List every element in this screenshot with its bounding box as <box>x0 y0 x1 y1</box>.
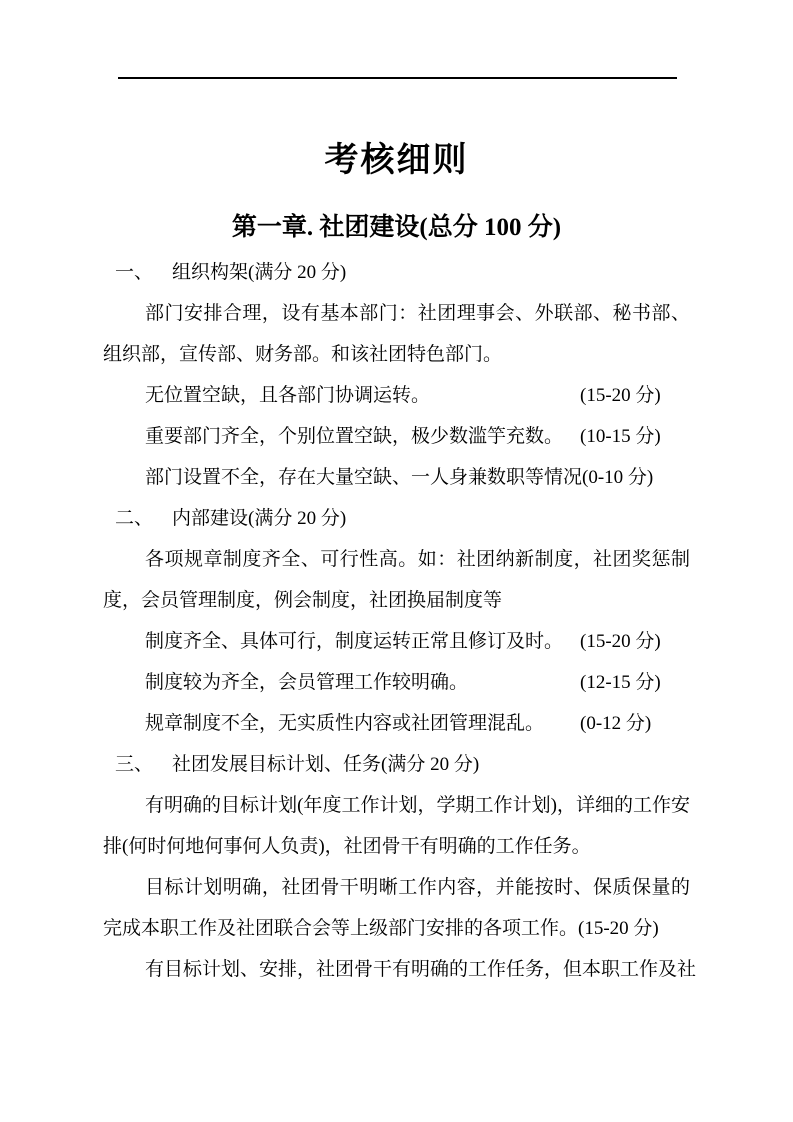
section-3-criterion-paragraph: 目标计划明确，社团骨干明晰工作内容，并能按时、保质保量的完成本职工作及社团联合会等上级部门安排的各项工作。(15-20 分) <box>103 877 690 939</box>
criterion-score: (0-12 分) <box>580 713 652 734</box>
document-title: 考核细则 <box>324 142 469 179</box>
section-2-heading <box>103 498 690 539</box>
section-1-intro: 部门安排合理，设有基本部门：社团理事会、外联部、秘书部、组织部，宣传部、财务部。和该社团特色部门。 <box>103 303 690 365</box>
section-1-title: 组织构架(满分 20 分) <box>172 262 347 283</box>
criterion-text: 制度较为齐全，会员管理工作较明确。 <box>145 672 469 693</box>
chapter-heading: 第一章. 社团建设(总分 100 分) <box>231 214 562 241</box>
page-header-rule <box>118 77 677 79</box>
criterion-text: 部门设置不全，存在大量空缺、一人身兼数职等情况 <box>145 467 583 488</box>
section-1-number: 一、 <box>115 262 154 283</box>
criterion-score: (15-20 分) <box>580 385 661 406</box>
criterion-row <box>103 662 690 703</box>
criterion-row <box>103 416 690 457</box>
section-2-number: 二、 <box>115 508 154 529</box>
criterion-row <box>103 703 690 744</box>
criterion-score: (10-15 分) <box>580 426 661 447</box>
criterion-score: (0-10 分) <box>582 467 654 488</box>
criterion-text: 规章制度不全，无实质性内容或社团管理混乱。 <box>145 713 545 734</box>
criterion-row <box>103 457 690 498</box>
section-2-intro: 各项规章制度齐全、可行性高。如：社团纳新制度，社团奖惩制度，会员管理制度，例会制度，社团换届制度等 <box>103 549 690 611</box>
section-3-heading <box>103 744 690 785</box>
criterion-score: (12-15 分) <box>580 672 661 693</box>
criterion-score: (15-20 分) <box>580 631 661 652</box>
document-body <box>103 252 697 990</box>
criterion-text: 制度齐全、具体可行，制度运转正常且修订及时。 <box>145 631 564 652</box>
criterion-text: 重要部门齐全，个别位置空缺，极少数滥竽充数。 <box>145 426 564 447</box>
criterion-row <box>103 621 690 662</box>
criterion-text: 无位置空缺，且各部门协调运转。 <box>145 385 431 406</box>
section-3-criterion-truncated: 有目标计划、安排，社团骨干有明确的工作任务，但本职工作及社 <box>145 959 697 980</box>
section-1-heading <box>103 252 690 293</box>
section-3-title: 社团发展目标计划、任务(满分 20 分) <box>172 754 480 775</box>
criterion-row <box>103 375 690 416</box>
section-3-intro: 有明确的目标计划(年度工作计划，学期工作计划)，详细的工作安排(何时何地何事何人负责)，社团骨干有明确的工作任务。 <box>103 795 690 857</box>
section-3-number: 三、 <box>115 754 154 775</box>
section-2-title: 内部建设(满分 20 分) <box>172 508 347 529</box>
